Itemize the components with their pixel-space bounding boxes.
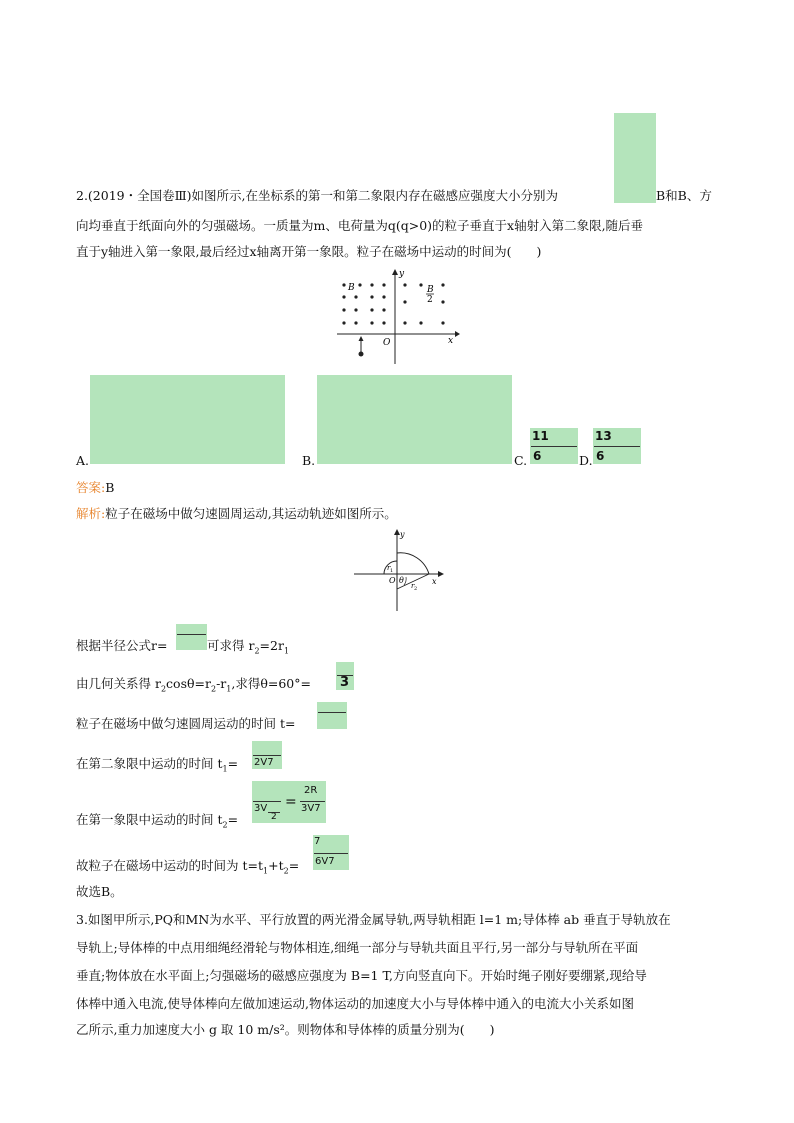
analysis-line	[76, 506, 397, 522]
step6-bar	[314, 853, 348, 854]
answer-line	[76, 480, 114, 496]
option-d-num: 13	[595, 429, 612, 443]
option-b-image	[317, 375, 512, 464]
option-c-den: 6	[533, 449, 542, 463]
q3-line-5: 乙所示,重力加速度大小 g 取 10 m/s²。则物体和导体棒的质量分别为( )	[76, 1022, 495, 1037]
option-c-bar	[531, 446, 577, 447]
step3: 粒子在磁场中做匀速圆周运动的时间 t=	[76, 716, 296, 731]
fig2-label-x: x	[432, 577, 437, 586]
step5-den2: 3V7	[301, 803, 321, 814]
analysis-text: 粒子在磁场中做匀速圆周运动,其运动轨迹如图所示。	[105, 506, 397, 521]
fig2-label-y: y	[400, 530, 405, 539]
step2: 由几何关系得 $r_2\cos\theta=r_2-r_1$,求得θ=60°=	[76, 676, 311, 694]
step6-num: 7	[314, 836, 321, 847]
step1-b: 可求得 $r_2=2r_1$	[207, 638, 290, 656]
fig2-label-r2: r	[411, 582, 415, 590]
fig1-label-y: y	[399, 269, 405, 279]
step5-num2: 2R	[304, 785, 318, 796]
trajectory-figure	[352, 527, 447, 613]
option-d-bar	[594, 446, 640, 447]
image-placeholder-1	[614, 113, 656, 203]
option-d-den: 6	[596, 449, 605, 463]
analysis-label: 解析:	[76, 506, 106, 521]
fig2-label-r1-sub: 1	[390, 568, 394, 574]
step5-den1b: 2	[271, 812, 277, 822]
step7: 故选B。	[76, 884, 123, 899]
fig1-label-x: x	[448, 336, 454, 346]
option-b-label: B.	[302, 453, 316, 468]
q2-line-3: 直于y轴进入第一象限,最后经过x轴离开第一象限。粒子在磁场中运动的时间为( )	[76, 244, 542, 259]
option-a-image	[90, 375, 285, 464]
option-c-label: C.	[514, 453, 528, 468]
step5: 在第一象限中运动的时间 $t_2=$	[76, 812, 239, 830]
step5-eq: =	[285, 794, 297, 810]
answer-label: 答案:	[76, 480, 106, 495]
step4-bar	[253, 755, 281, 756]
fig2-label-o: O	[389, 576, 396, 585]
step6: 故粒子在磁场中运动的时间为 $t=t_1+t_2=$	[76, 858, 300, 876]
option-a-label: A.	[76, 453, 90, 468]
fig1-label-b2-num: B	[427, 285, 434, 295]
q3-line-1: 3.如图甲所示,PQ和MN为水平、平行放置的两光滑金属导轨,两导轨相距 l=1 m;导体棒 ab 垂直于导轨放在	[76, 912, 671, 927]
magnetic-field-figure	[335, 268, 460, 366]
option-d-label: D.	[579, 453, 593, 468]
fig2-label-r2-sub: 2	[414, 586, 418, 592]
step5-den1: 3V	[254, 803, 268, 814]
step5-bar2	[300, 801, 325, 802]
step6-den: 6V7	[315, 856, 335, 867]
step1-bar	[177, 634, 206, 635]
step2-den: 3	[340, 675, 350, 690]
option-c-num: 11	[532, 429, 549, 443]
q2-line-1a: 2.(2019・全国卷Ⅲ)如图所示,在坐标系的第一和第二象限内存在磁感应强度大小分别为	[76, 188, 559, 203]
answer-value: B	[105, 480, 115, 495]
q3-line-4: 体棒中通入电流,使导体棒向左做加速运动,物体运动的加速度大小与导体棒中通入的电流大小关系如图	[76, 996, 634, 1011]
step4-den: 2V7	[254, 757, 274, 768]
fig2-label-r1: r	[387, 564, 391, 572]
q2-line-2: 向均垂直于纸面向外的匀强磁场。一质量为m、电荷量为q(q>0)的粒子垂直于x轴射入第二象限,随后垂	[76, 218, 644, 233]
fig1-label-b: B	[348, 283, 355, 293]
q3-line-2: 导轨上;导体棒的中点用细绳经滑轮与物体相连,细绳一部分与导轨共面且平行,另一部分与导轨所在平面	[76, 940, 639, 955]
fig1-label-b2-den: 2	[427, 295, 433, 305]
step5-bar1	[253, 801, 281, 802]
q3-line-3: 垂直;物体放在水平面上;匀强磁场的磁感应强度为 B=1 T,方向竖直向下。开始时绳子刚好要绷紧,现给导	[76, 968, 647, 983]
step4: 在第二象限中运动的时间 $t_1=$	[76, 756, 239, 774]
step1-formula	[176, 624, 207, 650]
fig1-label-o: O	[383, 338, 391, 348]
q2-line-1b: B和B、方	[656, 188, 712, 203]
step3-formula	[317, 702, 347, 729]
step3-bar	[318, 712, 346, 713]
step1-a: 根据半径公式r=	[76, 638, 168, 653]
fig2-label-theta: θ	[399, 576, 404, 585]
